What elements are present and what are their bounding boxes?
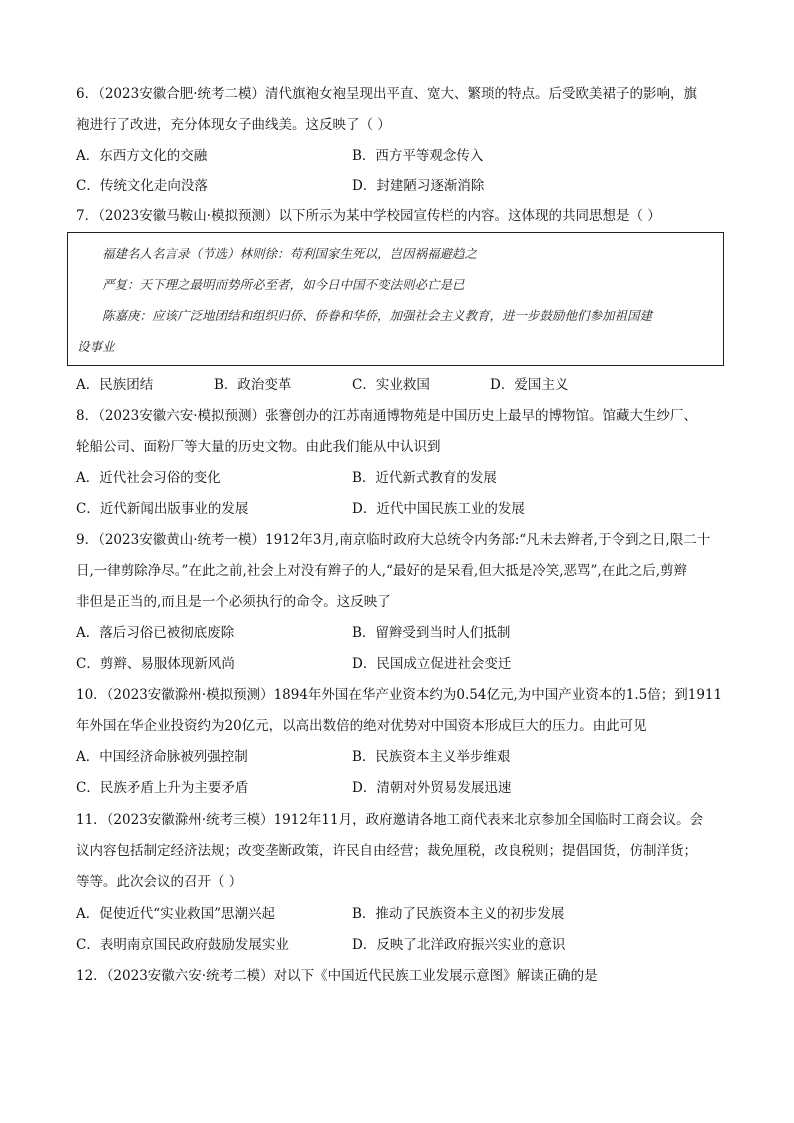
quote-line-chen-jiageng: 陈嘉庚：应该广泛地团结和组织归侨、侨眷和华侨，加强社会主义教育，进一步鼓励他们参加祖国建 bbox=[102, 308, 653, 323]
quote-line-lin-zexu: 福建名人名言录（节选）林则徐：苟利国家生死以，岂因祸福避趋之 bbox=[102, 246, 478, 261]
question-10-text-line-1: 10．（2023安徽滁州·模拟预测）1894年外国在华产业资本约为0.54亿元,为中国产业资本的1.5倍；到1911 bbox=[76, 687, 723, 703]
question-8-text-line-2: 轮船公司、面粉厂等大量的历史文物。由此我们能从中认识到 bbox=[76, 439, 441, 455]
question-6-option-b: B．西方平等观念传入 bbox=[352, 148, 484, 164]
quote-line-yan-fu: 严复：天下理之最明而势所必至者，如今日中国不变法则必亡是已 bbox=[102, 277, 465, 292]
question-6-text-line-1: 6．（2023安徽合肥·统考二模）清代旗袍女袍呈现出平直、宽大、繁琐的特点。后受欧美裙子的影响，旗 bbox=[76, 86, 697, 102]
question-9-text-line-2: 日,一律剪除净尽。”在此之前,社会上对没有辫子的人,“最好的是呆看,但大抵是冷笑,恶骂”,在此之后,剪辫 bbox=[76, 563, 687, 579]
question-6-option-c: C．传统文化走向没落 bbox=[76, 178, 208, 194]
question-11-text-line-3: 等等。此次会议的召开（ ） bbox=[76, 874, 243, 890]
question-8-option-c: C．近代新闻出版事业的发展 bbox=[76, 501, 249, 517]
question-8-text-line-1: 8．（2023安徽六安·模拟预测）张謇创办的江苏南通博物苑是中国历史上最早的博物馆。馆藏大生纱厂、 bbox=[76, 408, 697, 424]
question-6-text-line-2: 袍进行了改进，充分体现女子曲线美。这反映了（ ） bbox=[76, 117, 391, 133]
question-9-text-line-1: 9．（2023安徽黄山·统考一模）1912年3月,南京临时政府大总统令内务部:“凡未去辫者,于令到之日,限二十 bbox=[76, 532, 711, 548]
question-11-option-d: D．反映了北洋政府振兴实业的意识 bbox=[352, 937, 566, 953]
question-10-text-line-2: 年外国在华企业投资约为20亿元，以高出数倍的绝对优势对中国资本形成巨大的压力。由此可见 bbox=[76, 718, 647, 734]
question-11-option-a: A．促使近代“实业救国”思潮兴起 bbox=[76, 906, 276, 922]
question-12-text-line-1: 12．（2023安徽六安·统考二模）对以下《中国近代民族工业发展示意图》解读正确的是 bbox=[76, 968, 598, 984]
question-9-option-c: C．剪辫、易服体现新风尚 bbox=[76, 656, 235, 672]
question-11-option-c: C．表明南京国民政府鼓励发展实业 bbox=[76, 937, 289, 953]
question-9-option-a: A．落后习俗已被彻底废除 bbox=[76, 625, 235, 641]
question-9-option-b: B．留辫受到当时人们抵制 bbox=[352, 625, 511, 641]
question-10-option-a: A．中国经济命脉被列强控制 bbox=[76, 749, 248, 765]
question-9-option-d: D．民国成立促进社会变迁 bbox=[352, 656, 512, 672]
question-8-option-d: D．近代中国民族工业的发展 bbox=[352, 501, 525, 517]
question-7-option-b: B．政治变革 bbox=[214, 377, 292, 393]
question-7-option-a: A．民族团结 bbox=[76, 377, 154, 393]
question-6-option-a: A．东西方文化的交融 bbox=[76, 148, 208, 164]
question-8-option-a: A．近代社会习俗的变化 bbox=[76, 470, 221, 486]
question-8-option-b: B．近代新式教育的发展 bbox=[352, 470, 497, 486]
question-10-option-d: D．清朝对外贸易发展迅速 bbox=[352, 780, 512, 796]
question-11-option-b: B．推动了民族资本主义的初步发展 bbox=[352, 906, 565, 922]
question-10-option-b: B．民族资本主义举步维艰 bbox=[352, 749, 511, 765]
question-7-text-line-1: 7．（2023安徽马鞍山·模拟预测）以下所示为某中学校园宣传栏的内容。这体现的共同思想是（ ） bbox=[76, 208, 661, 224]
question-7-option-d: D．爱国主义 bbox=[490, 377, 569, 393]
question-9-text-line-3: 非但是正当的,而且是一个必须执行的命令。这反映了 bbox=[76, 594, 391, 610]
question-11-text-line-1: 11．（2023安徽滁州·统考三模）1912年11月，政府邀请各地工商代表来北京参加全国临时工商会议。会 bbox=[76, 812, 704, 828]
question-7-option-c: C．实业救国 bbox=[352, 377, 430, 393]
quote-line-chen-jiageng-cont: 设事业 bbox=[77, 339, 115, 354]
question-6-option-d: D．封建陋习逐渐消除 bbox=[352, 178, 485, 194]
question-10-option-c: C．民族矛盾上升为主要矛盾 bbox=[76, 780, 249, 796]
question-11-text-line-2: 议内容包括制定经济法规；改变垄断政策，许民自由经营；裁免厘税，改良税则；提倡国货，仿制洋货； bbox=[76, 843, 697, 859]
